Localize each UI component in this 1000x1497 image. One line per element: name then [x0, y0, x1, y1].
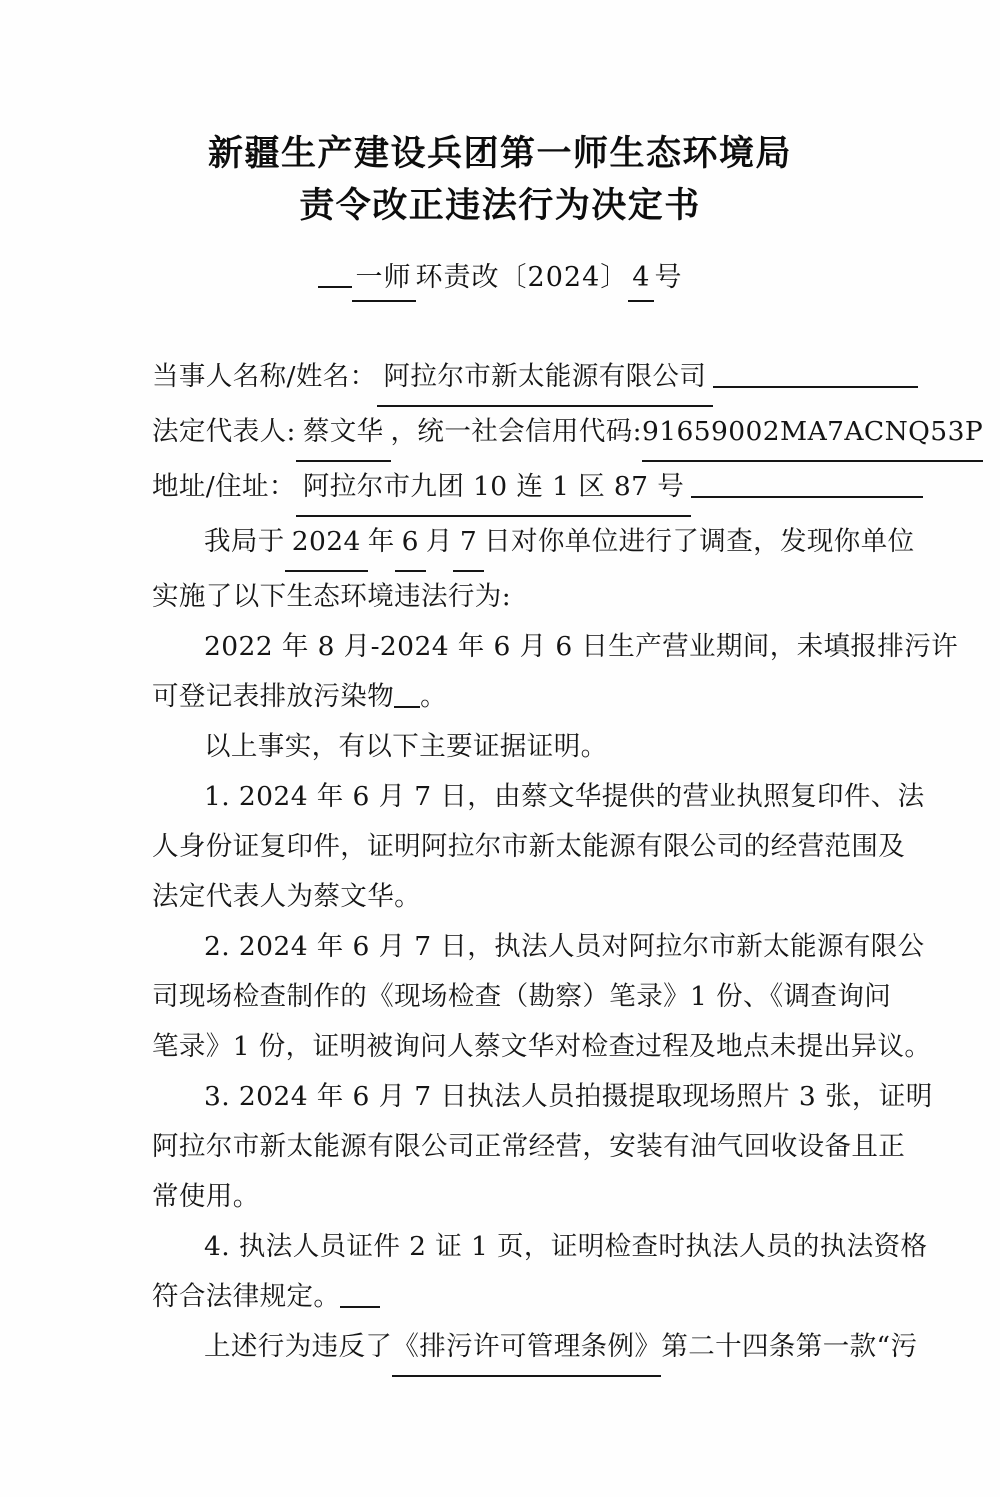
- party-name-blank-fill: [713, 366, 918, 388]
- evidence-item-3-line-1-row: [152, 1072, 933, 1122]
- evidence-item-4-line-1-row: [152, 1222, 928, 1272]
- investigation-month: 6: [395, 517, 426, 572]
- document-body: [152, 352, 984, 1377]
- investigation-month-unit: 月: [425, 526, 453, 557]
- violation-description: [152, 622, 959, 722]
- document-number-blank-lead: [318, 264, 352, 288]
- investigation-line-1: [152, 517, 915, 572]
- document-number: [0, 258, 1000, 302]
- evidence-intro: 以上事实，有以下主要证据证明。: [204, 731, 608, 762]
- violation-period: 。: [420, 681, 448, 712]
- evidence-item-4-line-1: 4. 执法人员证件 2 证 1 页，证明检查时执法人员的执法资格: [204, 1231, 928, 1262]
- evidence-item-1-line-3: 法定代表人为蔡文华。: [152, 881, 421, 912]
- credit-code-value: 91659002MA7ACNQ53P: [642, 407, 983, 462]
- evidence-item-3-line-2: 阿拉尔市新太能源有限公司正常经营，安装有油气回收设备且正: [152, 1131, 906, 1162]
- evidence-item-2-line-2-row: [152, 972, 892, 1022]
- violation-line-2: 可登记表排放污染物: [152, 681, 395, 712]
- evidence-item-4-line-2-row: [152, 1272, 866, 1322]
- evidence-item-3-line-1: 3. 2024 年 6 月 7 日执法人员拍摄提取现场照片 3 张，证明: [204, 1081, 933, 1112]
- address-row: [152, 462, 866, 517]
- address-blank-fill: [691, 476, 923, 498]
- investigation-year-unit: 年: [367, 526, 395, 557]
- violation-blank-fill: [394, 686, 420, 708]
- document-title-line-2: 责令改正违法行为决定书: [299, 186, 701, 225]
- evidence-item-1-line-1: 1. 2024 年 6 月 7 日，由蔡文华提供的营业执照复印件、法: [204, 781, 925, 812]
- address-value: 阿拉尔市九团 10 连 1 区 87 号: [296, 462, 691, 517]
- evidence-item-3-line-2-row: [152, 1122, 906, 1172]
- investigation-day: 7: [453, 517, 484, 572]
- violation-line-1: 2022 年 8 月-2024 年 6 月 6 日生产营业期间，未填报排污许: [204, 631, 959, 662]
- evidence-item-3-line-3: 常使用。: [152, 1181, 260, 1212]
- violation-line-1-row: [152, 622, 959, 672]
- conclusion-line: [152, 1322, 918, 1377]
- document-number-suffix: 号: [654, 262, 683, 293]
- party-name-value: 阿拉尔市新太能源有限公司: [377, 352, 714, 407]
- party-name-label: 当事人名称/姓名：: [152, 361, 377, 392]
- document-number-serial: 4: [628, 258, 654, 302]
- document-number-issuer: 一师: [352, 258, 416, 302]
- evidence-item-1-line-2-row: [152, 822, 906, 872]
- evidence-item-2-line-3: 笔录》1 份，证明被询问人蔡文华对检查过程及地点未提出异议。: [152, 1031, 932, 1062]
- document-number-middle: 环责改〔2024〕: [415, 262, 629, 293]
- violation-line-2-row: [152, 672, 866, 722]
- evidence-item-2: [152, 922, 932, 1072]
- evidence-item-4: [152, 1222, 928, 1322]
- party-name-row: [152, 352, 866, 407]
- credit-code-label: ，统一社会信用代码:: [390, 416, 642, 447]
- evidence-item-2-line-3-row: [152, 1022, 932, 1072]
- investigation-prefix: 我局于: [204, 526, 285, 557]
- legal-rep-label: 法定代表人:: [152, 416, 296, 447]
- conclusion-prefix: 上述行为违反了: [204, 1331, 393, 1362]
- evidence-item-1-line-2: 人身份证复印件，证明阿拉尔市新太能源有限公司的经营范围及: [152, 831, 906, 862]
- conclusion-regulation: 《排污许可管理条例》: [392, 1322, 661, 1377]
- document-title-line-1: 新疆生产建设兵团第一师生态环境局: [207, 134, 792, 173]
- evidence-item-1: [152, 772, 925, 922]
- evidence-item-1-line-3-row: [152, 872, 866, 922]
- address-label: 地址/住址：: [152, 471, 296, 502]
- evidence-item-2-line-2: 司现场检查制作的《现场检查（勘察）笔录》1 份、《调查询问: [152, 981, 892, 1012]
- investigation-year: 2024: [285, 517, 368, 572]
- evidence-item-1-line-1-row: [152, 772, 925, 822]
- investigation-line-2: 实施了以下生态环境违法行为:: [152, 581, 512, 612]
- legal-rep-row: [152, 407, 984, 462]
- legal-rep-value: 蔡文华: [296, 407, 391, 462]
- evidence-item-2-line-1: 2. 2024 年 6 月 7 日，执法人员对阿拉尔市新太能源有限公: [204, 931, 925, 962]
- evidence-item-3-line-3-row: [152, 1172, 866, 1222]
- evidence-item-4-line-2: 符合法律规定。: [152, 1281, 341, 1312]
- document-title-block: [0, 128, 1000, 232]
- evidence-item-2-line-1-row: [152, 922, 925, 972]
- investigation-day-unit: 日对你单位进行了调查，发现你单位: [484, 526, 915, 557]
- evidence-item-3: [152, 1072, 933, 1222]
- conclusion-suffix: 第二十四条第一款“污: [661, 1331, 918, 1362]
- evidence-item-4-blank-fill: [340, 1286, 380, 1308]
